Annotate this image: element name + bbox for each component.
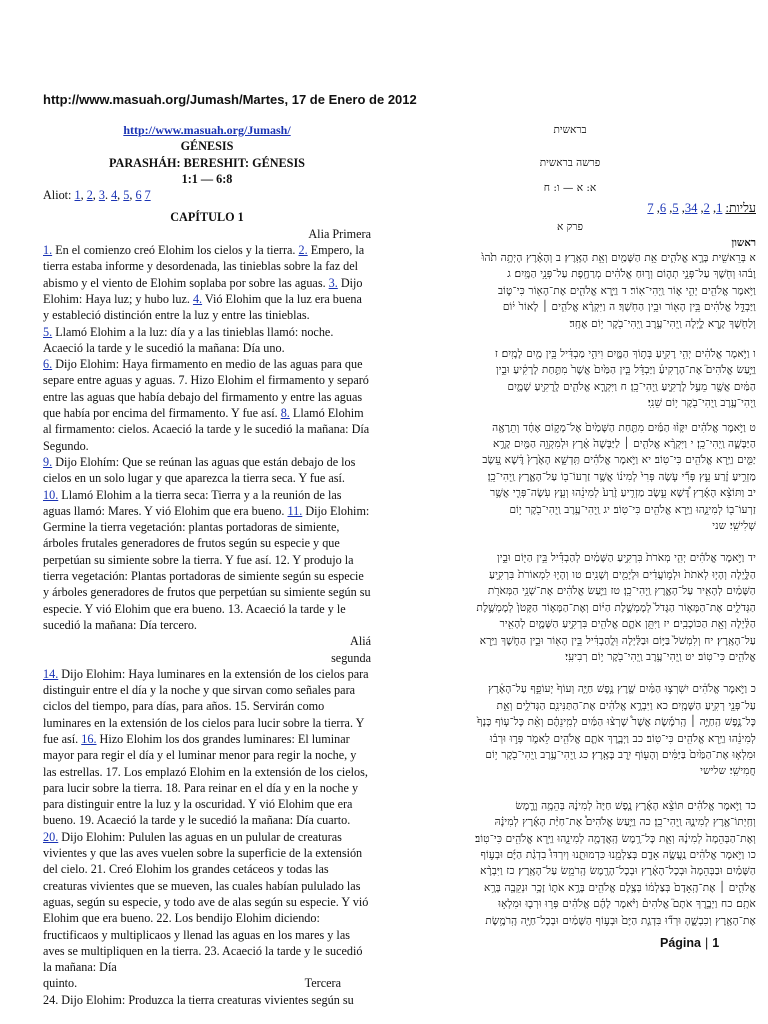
hebrew-chapter: פרק א [557, 221, 583, 234]
hebrew-line: הַגְּדֹלִ֑ים אֶת־הַמָּא֤וֹר הַגָּדֹל֙ לְמֶמְשֶׁ֣לֶת הַיּ֔וֹם וְאֶת־הַמָּא֤וֹר הַקָּטֹן֙ לְמֶמְשֶׁ֣לֶת [476, 601, 756, 614]
hebrew-line: אֱלֹהִ֖ים כִּי־טֽוֹב׃ יט וַֽיְהִי־עֶ֥רֶב וַֽיְהִי־בֹ֖קֶר י֥וֹם רְבִיעִֽי׃ [565, 650, 756, 663]
verse-text: Llamó Elohim a la luz: día y a las tinieblas llamó: noche. Acaeció la tarde y le sucedió la mañana: Día uno. [43, 324, 334, 355]
hebrew-line: אֹתָֽם׃ כח וַיְבָ֣רֶךְ אֹתָם֮ אֱלֹהִים֒ וַיֹּ֨אמֶר לָהֶ֜ם אֱלֹהִ֗ים פְּר֥וּ וּרְב֛וּ וּמִלְא֥וּ [498, 898, 756, 911]
verse-text: Vió Elohim que la luz era buena y estableció distinción entre la luz y entre las tinieblas. [43, 291, 362, 323]
aliot-nav: Aliot: 1, 2, 3. 4, 5, 6 7 [43, 188, 151, 203]
spacer [384, 412, 756, 420]
aliah-primera: Alia Primera [308, 226, 371, 241]
aliah-segunda-label: Aliá [350, 634, 371, 649]
aliot-link-3[interactable]: 3 [98, 188, 105, 203]
verse-paragraph-20 [43, 829, 371, 976]
hebrew-block-3 [384, 420, 756, 535]
hebrew-line: כ וַיֹּ֣אמֶר אֱלֹהִ֔ים יִשְׁרְצ֣וּ הַמַּ֔יִם שֶׁ֖רֶץ נֶ֣פֶשׁ חַיָּ֑ה וְעוֹף֙ יְעוֹפֵ֣ף עַל־הָאָ֔רֶץ [488, 683, 756, 696]
hebrew-line: הַיַּבָּשָׁ֑ה וַֽיְהִי־כֵֽן׃ י וַיִּקְרָ֨א אֱלֹהִ֤ים ׀ לַיַּבָּשָׁה֙ אֶ֔רֶץ וּלְמִקְוֵ֥ה הַמַּ֖יִם קָרָ֣א [493, 438, 756, 451]
verse-text: Dijo Elohím: Que se reúnan las aguas que están debajo de los cielos en un solo lugar y que aparezca la tierra seca. Y fue así. [43, 454, 356, 486]
verse-text: Hizo Elohim los dos grandes luminares: El luminar mayor para regir el día y el luminar menor para regir la noche, y las estrellas. 17. Los emplazó Elohim en la extensión de los cielos, para lucir sobre la tierra. 18. Para reinar en el día y en la noche y para distinguir entre la luz y la oscuridad. Y vió Elohim que era bueno. 19. Acaeció la tarde y le sucedió la mañana: Día cuarto. [43, 731, 368, 828]
verse-paragraph-6 [43, 356, 371, 454]
hebrew-aliot-nav: עליות: 1, 2, 34, 5, 6, 7 [647, 201, 756, 216]
hebrew-line: וַֽיְהִי־עֶ֥רֶב וַֽיְהִי־בֹ֖קֶר י֥וֹם שֵׁנִֽי׃ [647, 397, 756, 410]
hebrew-line: הַשָּׁמַ֔יִם לְהָאִ֖יר עַל־הָאָ֑רֶץ וַֽיְהִי־כֵֽן׃ טז וַיַּ֣עַשׂ אֱלֹהִ֔ים אֶת־שְׁנֵ֥י הַמְּאֹרֹ֖ת [487, 585, 756, 598]
hebrew-range: א: א — ו: ח [543, 181, 597, 194]
verse-link-14[interactable]: 14. [43, 666, 59, 681]
hebrew-aliot-link-5[interactable]: 5 [672, 201, 679, 216]
masuah-link[interactable]: http://www.masuah.org/Jumash/ [123, 123, 291, 137]
hebrew-line: הַשָּׁמַ֗יִם וּבַבְּהֵמָה֙ וּבְכָל־הָאָ֔רֶץ וּבְכָל־הָרֶ֖מֶשׂ הָֽרֹמֵ֥שׂ עַל־הָאָֽרֶץ׃ כז וַיִּבְרָ֨א [480, 865, 756, 878]
hebrew-line: כו וַיֹּ֣אמֶר אֱלֹהִ֔ים נַֽעֲשֶׂ֥ה אָדָ֛ם בְּצַלְמֵ֖נוּ כִּדְמוּתֵ֑נוּ וְיִרְדּוּ֩ בִדְגַ֨ת הַיָּ֜ם וּבְע֣וֹף [480, 848, 756, 861]
aliot-link-2[interactable]: 2 [86, 188, 93, 203]
hebrew-line: עַל־פְּנֵ֖י רְקִ֥יעַ הַשָּׁמָֽיִם׃ כא וַיִּבְרָ֣א אֱלֹהִ֔ים אֶת־הַתַּנִּינִ֖ם הַגְּדֹלִ֑ים וְאֵ֣ת [496, 699, 756, 712]
hebrew-line: עַל־הָאָֽרֶץ׃ יח וְלִמְשֹׁל֙ בַּיּ֣וֹם וּבַלַּ֔יְלָה וּֽלֲהַבְדִּ֔יל בֵּ֥ין הָא֖וֹר וּבֵ֣ין הַחֹ֑שֶׁךְ וַיַּ֥רְא [479, 634, 756, 647]
verse-link-10[interactable]: 10. [43, 487, 59, 502]
hebrew-line: וַיַּבְדֵּ֣ל אֱלֹהִ֔ים בֵּ֥ין הָא֖וֹר וּבֵ֥ין הַחֹֽשֶׁךְ׃ ה וַיִּקְרָ֨א אֱלֹהִ֤ים ׀ לָאוֹר֙ י֔וֹם [502, 301, 756, 314]
hebrew-line: יב וַתּוֹצֵ֨א הָאָ֜רֶץ דֶּ֠שֶׁא עֵ֣שֶׂב מַזְרִ֤יעַ זֶ֙רַע֙ לְמִינֵ֔הוּ וְעֵ֧ץ עֹֽשֶׂה־פְּרִ֛י אֲשֶׁ֥ר [490, 487, 756, 500]
hebrew-line: חֲמִישִֽׁי׃ שלישי [700, 765, 756, 778]
hebrew-line: שְׁלִישִֽׁי׃ שני [712, 520, 756, 533]
hebrew-aliot-link-6[interactable]: 6 [659, 201, 667, 216]
hebrew-line: וְחַֽיְתוֹ־אֶ֖רֶץ לְמִינָ֑הּ וַֽיְהִי־כֵֽן׃ כה וַיַּ֣עַשׂ אֱלֹהִים֩ אֶת־חַיַּ֨ת הָאָ֜רֶץ לְמִינָ֗הּ [494, 816, 756, 829]
hebrew-line: יַמִּ֑ים וַיַּ֥רְא אֱלֹהִ֖ים כִּי־טֽוֹב׃ יא וַיֹּ֣אמֶר אֱלֹהִ֗ים תַּֽדְשֵׁ֤א הָאָ֙רֶץ֙ דֶּ֔שֶׁא עֵ֚שֶׂב [482, 454, 756, 467]
aliot-link-5[interactable]: 5 [123, 188, 130, 203]
verse-text: Llamó Elohim al firmamento: cielos. Acaeció la tarde y le sucedió la mañana: Día Segundo. [43, 406, 370, 453]
hebrew-aliot-link-7[interactable]: 7 [647, 201, 654, 216]
hebrew-book-title: בראשית [553, 124, 587, 136]
hebrew-line: ט וַיֹּ֣אמֶר אֱלֹהִ֗ים יִקָּו֨וּ הַמַּ֜יִם מִתַּ֤חַת הַשָּׁמַ֙יִם֙ אֶל־מָק֣וֹם אֶחָ֔ד וְתֵרָאֶ֖ה [492, 421, 756, 434]
verse-link-4[interactable]: 4. [192, 291, 203, 306]
quinto-line [43, 975, 371, 991]
verse-paragraph-10 [43, 487, 371, 634]
spacer [384, 534, 756, 550]
book-title: GÉNESIS [180, 139, 234, 154]
hebrew-line: כד וַיֹּ֣אמֶר אֱלֹהִ֗ים תּוֹצֵ֨א הָאָ֜רֶץ נֶ֤פֶשׁ חַיָּה֙ לְמִינָ֔הּ בְּהֵמָ֥ה וָרֶ֛מֶשׂ [515, 799, 756, 812]
verse-link-3[interactable]: 3. [328, 275, 338, 290]
hebrew-block-2 [384, 346, 756, 412]
verse-text: Dijo Elohim: Haya firmamento en medio de las aguas para que separe entre aguas y aguas. 7. Hizo Elohim el firmamento y separó entre las aguas que había debajo del firmamento y entre las aguas que había por encima del firmamento. Y fue así. [43, 357, 369, 421]
hebrew-line: יד וַיֹּ֣אמֶר אֱלֹהִ֗ים יְהִ֤י מְאֹרֹת֙ בִּרְקִ֣יעַ הַשָּׁמַ֔יִם לְהַבְדִּ֕יל בֵּ֥ין הַיּ֖וֹם וּבֵ֣ין [496, 552, 756, 565]
hebrew-rishon: ראשון [731, 236, 756, 249]
verse-link-8[interactable]: 8. [280, 406, 290, 421]
hebrew-block-5 [384, 681, 756, 779]
verse-text: Llamó Elohim a la tierra seca: Tierra y a la reunión de las aguas llamó: Mares. Y vió Elohim que era bueno. [43, 487, 342, 518]
hebrew-block-4 [384, 550, 756, 665]
hebrew-aliot-label: עליות: [725, 201, 756, 216]
verse-paragraph-5 [43, 324, 371, 357]
verse-text: Dijo Elohim: Pululen las aguas en un pulular de creaturas vivientes y que las aves vuelen sobre la superficie de la extensión del cielo. 21. Creó Elohim los grandes cetáceos y todas las creaturas vivientes que se mueven, las cuales habían pululado las aguas, según su especie, y todo ave de alas según su especie. Y vió Elohim que era bueno. 22. Los bendijo Elohim diciendo: fructificaos y multiplicaos y llenad las aguas en los mares y las aves se multipliquen en la tierra. 23. Acaeció la tarde y le sucedió la mañana: Día [43, 829, 369, 975]
verse-link-9[interactable]: 9. [43, 454, 53, 469]
parasha-title: PARASHÁH: BERESHIT: GÉNESIS [109, 155, 305, 170]
aliot-label: Aliot: [43, 188, 72, 203]
verse-paragraph-9 [43, 454, 371, 487]
hebrew-aliot-link-1[interactable]: 1 [716, 201, 723, 216]
hebrew-line: הַלָּ֑יְלָה וְהָי֤וּ לְאֹתֹת֙ וּלְמ֣וֹעֲדִ֔ים וּלְיָמִ֖ים וְשָׁנִֽים׃ טו וְהָי֤וּ לִמְאוֹרֹת֙ בִּרְקִ֣יעַ [489, 568, 756, 581]
verse-text: Dijo Elohim: Haya luz; y hubo luz. [43, 275, 363, 306]
aliah-segunda-word: segunda [331, 650, 371, 665]
chapter-heading: CAPÍTULO 1 [170, 210, 244, 225]
aliot-link-6[interactable]: 6 [135, 188, 142, 203]
hebrew-line: מַזְרִ֣יעַ זֶ֔רַע עֵ֣ץ פְּרִ֞י עֹ֤שֶׂה פְּרִי֙ לְמִינ֔וֹ אֲשֶׁ֥ר זַרְעוֹ־ב֖וֹ עַל־הָאָ֑רֶץ וַֽיְהִי־כֵֽן׃ [487, 470, 756, 483]
verse-paragraph-14 [43, 666, 371, 829]
hebrew-line: הַלַּ֔יְלָה וְאֵ֖ת הַכּוֹכָבִֽים׃ יז וַיִּתֵּ֥ן אֹתָ֛ם אֱלֹהִ֖ים בִּרְקִ֣יעַ הַשָּׁמָ֑יִם לְהָאִ֖יר [499, 618, 756, 631]
verse-link-6[interactable]: 6. [43, 357, 53, 372]
aliot-link-7[interactable]: 7 [144, 188, 151, 203]
hebrew-line: וּמִלְא֤וּ אֶת־הַמַּ֙יִם֙ בַּיַּמִּ֔ים וְהָע֖וֹף יִ֥רֶב בָּאָֽרֶץ׃ כג וַֽיְהִי־עֶ֥רֶב וַֽיְהִי־בֹ֖קֶר י֥וֹם [485, 748, 756, 761]
hebrew-line: כָּל־נֶ֣פֶשׁ הַֽחַיָּ֣ה ׀ הָֽרֹמֶ֡שֶׂת אֲשֶׁר֩ שָׁרְצ֨וּ הַמַּ֜יִם לְמִֽינֵהֶ֗ם וְאֵ֨ת כָּל־ע֤וֹף כָּנָף֙ [477, 716, 756, 729]
hebrew-line: וְלַחֹ֖שֶׁךְ קָ֣רָא לָ֑יְלָה וַֽיְהִי־עֶ֥רֶב וַֽיְהִי־בֹ֖קֶר י֥וֹם אֶחָֽד׃ [569, 317, 756, 330]
quinto-text: quinto. [43, 976, 78, 991]
hebrew-parasha: פרשה בראשית [539, 156, 601, 169]
verse-link-16[interactable]: 16. [81, 731, 97, 746]
hebrew-line: ו וַיֹּ֣אמֶר אֱלֹהִ֔ים יְהִ֥י רָקִ֖יעַ בְּת֣וֹךְ הַמָּ֑יִם וִיהִ֣י מַבְדִּ֔יל בֵּ֥ין מַ֖יִם לָמָֽיִם׃ ז [494, 348, 756, 361]
spacer [384, 332, 756, 346]
aliot-link-4[interactable]: 4 [111, 188, 118, 203]
verse-link-5[interactable]: 5. [43, 324, 53, 339]
hebrew-column [384, 122, 756, 929]
verse-text: Dijo Elohim: Germine la tierra vegetación: plantas portadoras de simiente, árboles frutales generadores de frutos según su especie y que perpetúan su simiente sobre la tierra. Y fue así. 12. Y produjo la tierra vegetación: Plantas portadoras de simiente según su especie y árboles generadores de frutos que perpetúan su simiente según su especie. Y vió Elohim que era bueno. 13. Acaeció la tarde y le sucedió la mañana: Día tercero. [43, 503, 371, 632]
hebrew-line: לְמִינֵ֔הוּ וַיַּ֥רְא אֱלֹהִ֖ים כִּי־טֽוֹב׃ כב וַיְבָ֧רֶךְ אֹתָ֛ם אֱלֹהִ֖ים לֵאמֹ֑ר פְּר֣וּ וּרְב֗וּ [489, 732, 756, 745]
hebrew-line: הַמַּ֔יִם אֲשֶׁ֖ר מֵעַ֣ל לָרָקִ֑יעַ וַֽיְהִי־כֵֽן׃ ח וַיִּקְרָ֧א אֱלֹהִ֛ים לָֽרָקִ֖יעַ שָׁמָ֑יִם [507, 380, 756, 393]
verse-link-1[interactable]: 1. [43, 243, 53, 258]
aliah-tercera: Tercera [304, 976, 341, 991]
verse-range: 1:1 — 6:8 [181, 171, 233, 186]
hebrew-block-6 [384, 798, 756, 929]
verse-text: Dijo Elohim: Haya luminares en la extensión de los cielos para distinguir entre el día y la noche y que sirvan como señales para ciclos del tiempo, para días, para años. 15. Servirán como luminares en la extensión de los cielos para lucir sobre la tierra. Y fue así. [43, 666, 369, 746]
hebrew-line: וְאֶת־הַבְּהֵמָה֙ לְמִינָ֔הּ וְאֵ֛ת כָּל־רֶ֥מֶשׂ הָֽאֲדָמָ֖ה לְמִינֵ֑הוּ וַיַּ֥רְא אֱלֹהִ֖ים כִּי־טֽוֹב׃ [474, 832, 756, 845]
verse-link-2[interactable]: 2. [298, 243, 308, 258]
header-url-date: http://www.masuah.org/Jumash/Martes, 17 de Enero de 2012 [43, 92, 417, 107]
verse-link-20[interactable]: 20. [43, 829, 59, 844]
verse-text: Empero, la tierra estaba informe y desordenada, las tinieblas sobre la faz del abismo y el viento de Elohim soplaba por sobre las aguas. [43, 243, 365, 290]
page-footer [660, 936, 719, 950]
hebrew-aliot-link-2[interactable]: 2 [703, 201, 710, 216]
hebrew-line: וַיַּ֣עַשׂ אֱלֹהִים֮ אֶת־הָרָקִיעַ֒ וַיַּבְדֵּ֗ל בֵּ֤ין הַמַּ֙יִם֙ אֲשֶׁר֙ מִתַּ֣חַת לָרָקִ֔יעַ וּבֵ֣ין [495, 364, 756, 377]
footer-separator: | [705, 936, 709, 950]
verse-paragraph-24: 24. Dijo Elohim: Produzca la tierra creaturas vivientes según su [43, 992, 354, 1007]
hebrew-aliot-link-3[interactable]: 3 [684, 201, 692, 216]
hebrew-block-1 [384, 250, 756, 332]
spanish-column [43, 122, 371, 1008]
aliot-link-1[interactable]: 1 [74, 188, 81, 203]
page-label: Página [660, 936, 701, 950]
spacer [384, 780, 756, 798]
verse-paragraph-1 [43, 242, 371, 323]
verse-text: En el comienzo creó Elohim los cielos y la tierra. [52, 243, 299, 258]
hebrew-line: אֶת־הָאָ֖רֶץ וְכִבְשֻׁ֑הָ וּרְד֞וּ בִּדְגַ֤ת הַיָּם֙ וּבְע֣וֹף הַשָּׁמַ֔יִם וּבְכָל־חַיָּ֖ה הָֽרֹמֶ֥שֶׂת [485, 914, 756, 927]
hebrew-line: זַרְעוֹ־ב֖וֹ לְמִינֵ֑הוּ וַיַּ֥רְא אֱלֹהִ֖ים כִּי־טֽוֹב׃ יג וַֽיְהִי־עֶ֥רֶב וַֽיְהִי־בֹ֖קֶר י֥וֹם [509, 503, 756, 516]
page-number: 1 [712, 936, 720, 950]
hebrew-line: וַיֹּ֥אמֶר אֱלֹהִ֖ים יְהִ֣י א֑וֹר וַֽיְהִי־אֽוֹר׃ ד וַיַּ֧רְא אֱלֹהִ֛ים אֶת־הָא֖וֹר כִּי־ט֑וֹב [497, 284, 756, 297]
spacer [384, 665, 756, 681]
hebrew-line: א בְּרֵאשִׁ֖ית בָּרָ֣א אֱלֹהִ֑ים אֵ֥ת הַשָּׁמַ֖יִם וְאֵ֥ת הָאָֽרֶץ׃ ב וְהָאָ֗רֶץ הָיְתָ֥ה תֹ֙הוּ֙ [481, 251, 756, 264]
hebrew-line: וָבֹ֔הוּ וְחֹ֖שֶׁךְ עַל־פְּנֵ֣י תְה֑וֹם וְר֣וּחַ אֱלֹהִ֔ים מְרַחֶ֖פֶת עַל־פְּנֵ֥י הַמָּֽיִם׃ ג [507, 268, 756, 281]
hebrew-line: אֱלֹהִ֤ים ׀ אֶת־הָֽאָדָם֙ בְּצַלְמ֔וֹ בְּצֶ֥לֶם אֱלֹהִ֖ים בָּרָ֣א אֹת֑וֹ זָכָ֥ר וּנְקֵבָ֖ה בָּרָ֥א [484, 881, 756, 894]
hebrew-aliot-link-4[interactable]: 4 [691, 201, 698, 216]
verse-link-11[interactable]: 11. [287, 503, 303, 518]
